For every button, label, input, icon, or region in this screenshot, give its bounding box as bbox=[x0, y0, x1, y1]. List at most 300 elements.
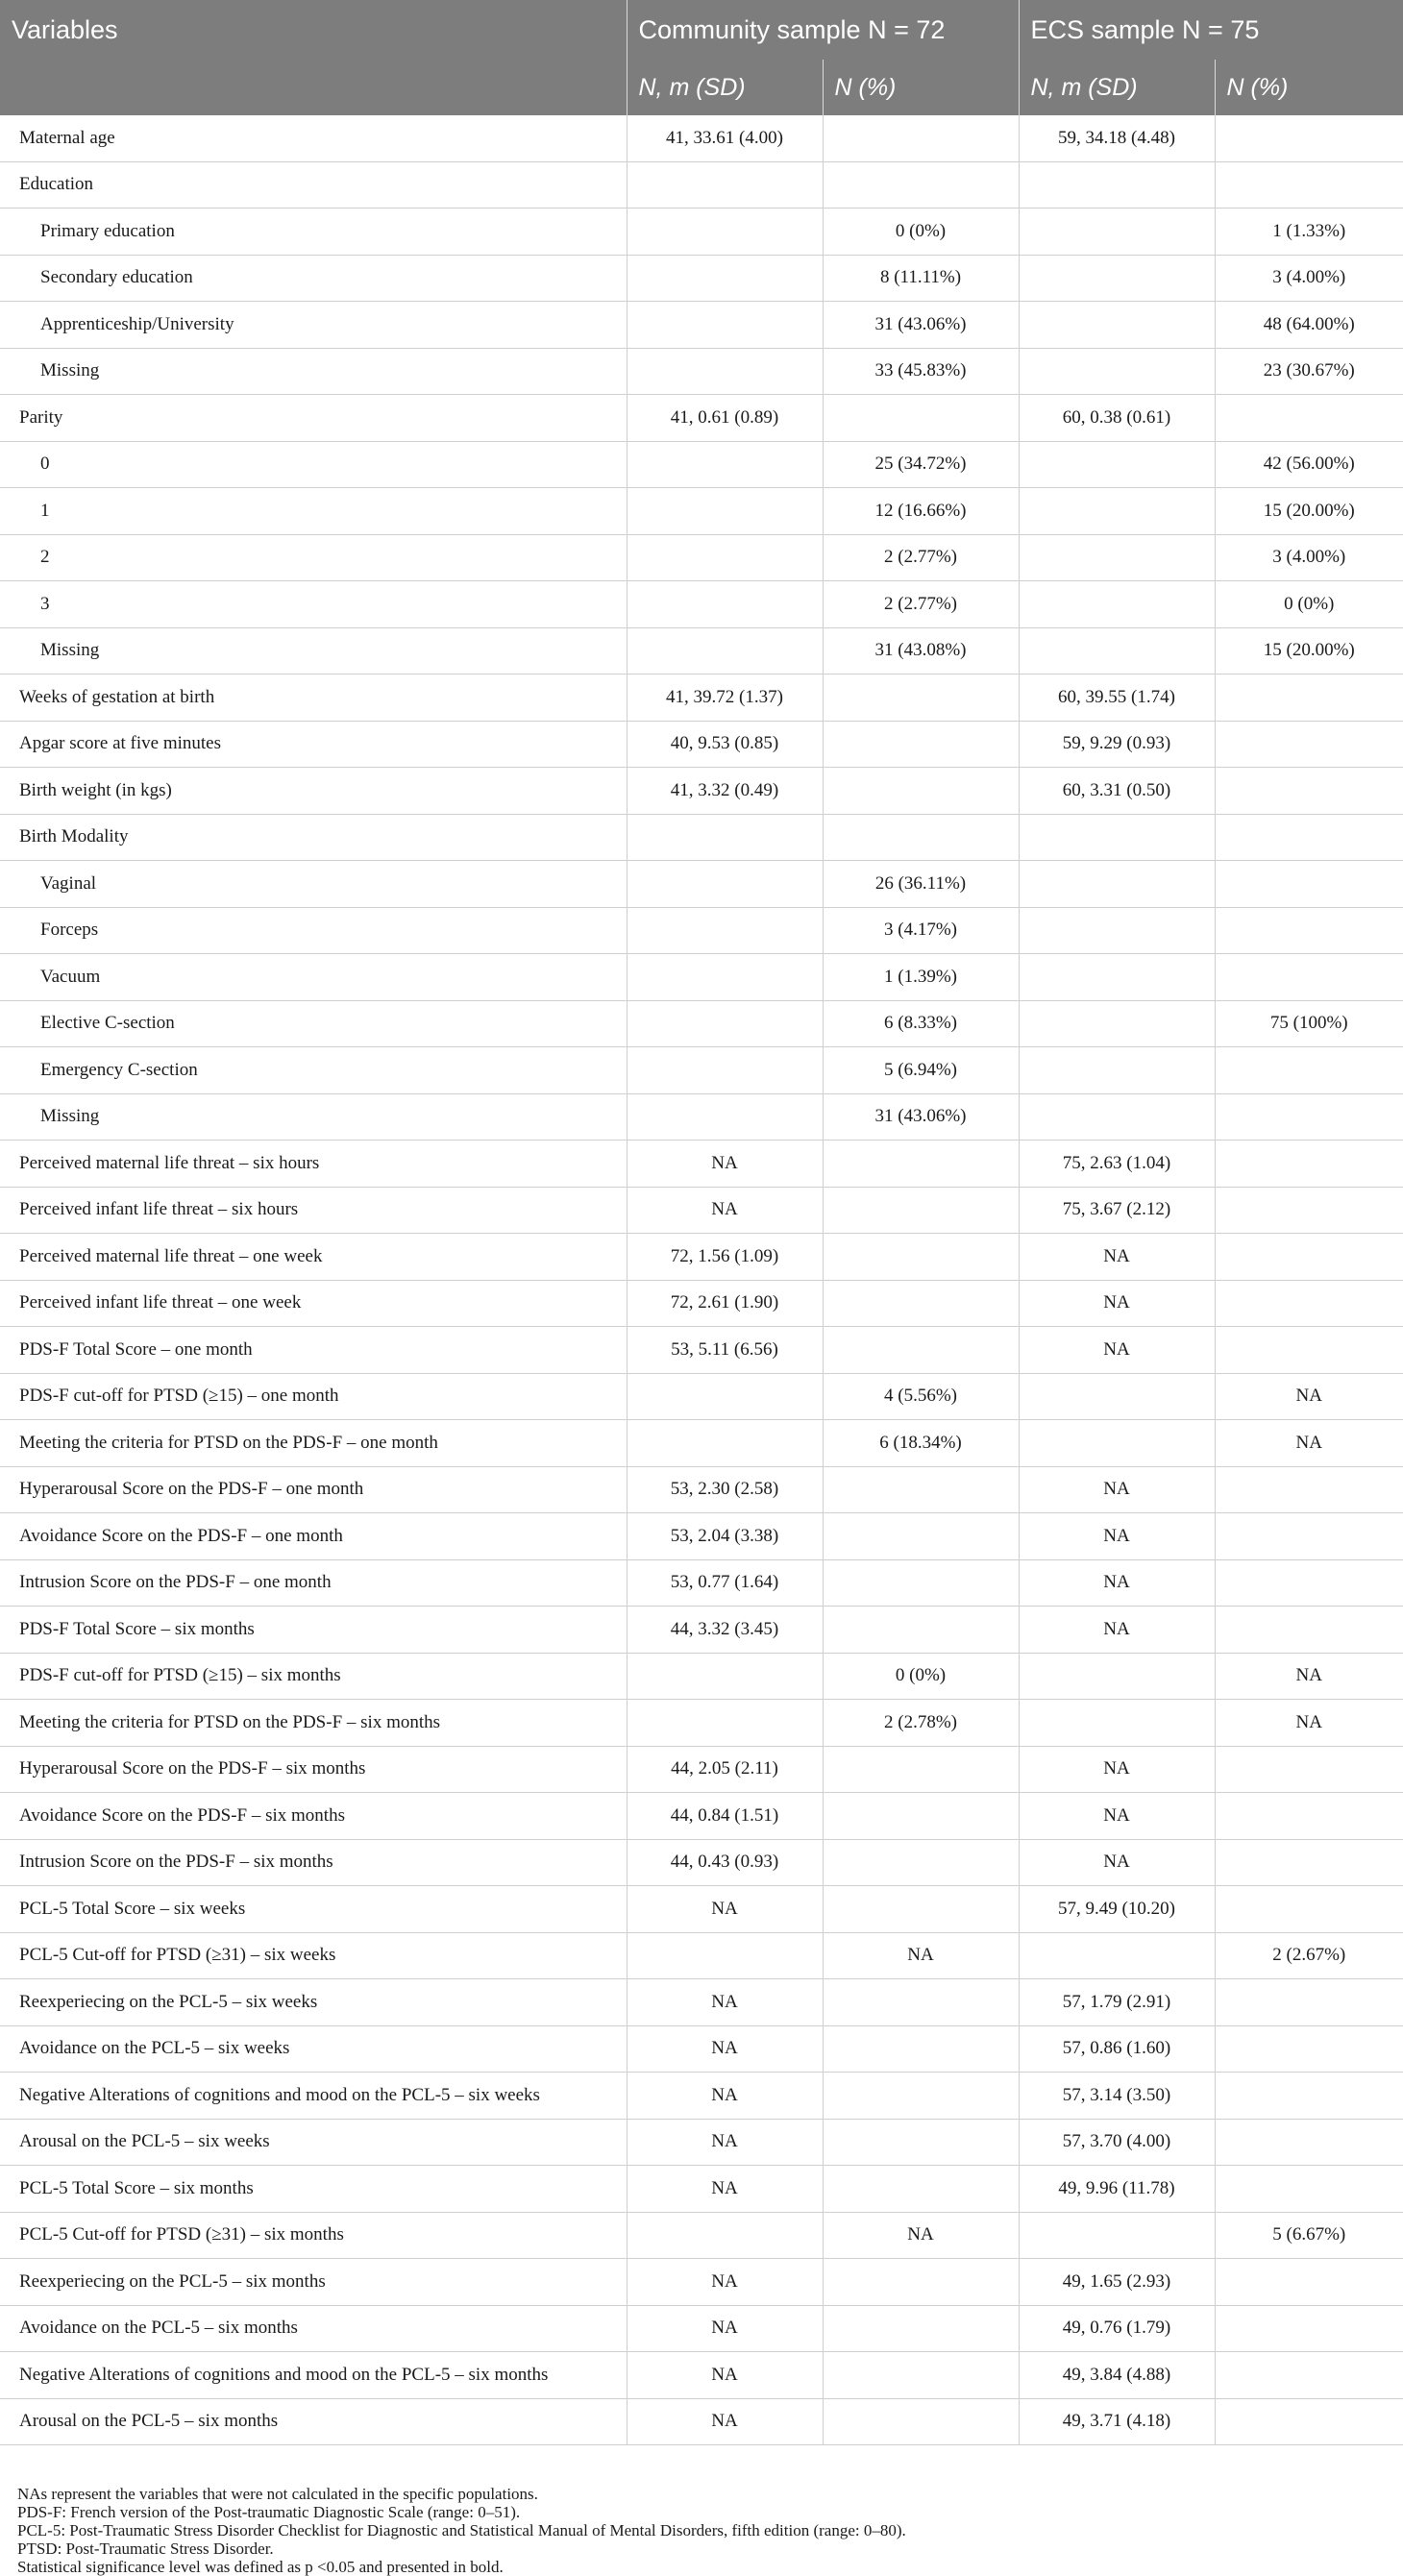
cell-community-n-m-sd: 44, 3.32 (3.45) bbox=[627, 1607, 823, 1654]
row-label: PCL-5 Cut-off for PTSD (≥31) – six months bbox=[0, 2212, 627, 2259]
row-label: Arousal on the PCL-5 – six months bbox=[0, 2398, 627, 2445]
cell-community-n-m-sd bbox=[627, 534, 823, 581]
row-label: Education bbox=[0, 161, 627, 209]
cell-ecs-n-pct bbox=[1215, 954, 1403, 1001]
cell-community-n-m-sd bbox=[627, 1420, 823, 1467]
table-row bbox=[0, 2398, 1403, 2445]
row-label: Vacuum bbox=[0, 954, 627, 1001]
table-row bbox=[0, 161, 1403, 209]
cell-ecs-n-pct bbox=[1215, 2305, 1403, 2352]
row-label: 1 bbox=[0, 488, 627, 535]
cell-community-n-m-sd: 44, 2.05 (2.11) bbox=[627, 1746, 823, 1793]
cell-community-n-pct bbox=[823, 2398, 1019, 2445]
table-row bbox=[0, 1886, 1403, 1933]
header-ecs-sample: ECS sample N = 75 bbox=[1019, 0, 1403, 60]
cell-community-n-pct: 1 (1.39%) bbox=[823, 954, 1019, 1001]
cell-community-n-m-sd bbox=[627, 861, 823, 908]
row-label: Perceived maternal life threat – one week bbox=[0, 1234, 627, 1281]
cell-community-n-pct: 2 (2.77%) bbox=[823, 534, 1019, 581]
cell-ecs-n-m-sd bbox=[1019, 1700, 1215, 1747]
cell-ecs-n-pct: 3 (4.00%) bbox=[1215, 534, 1403, 581]
table-row bbox=[0, 1932, 1403, 1979]
cell-ecs-n-pct bbox=[1215, 2166, 1403, 2213]
cell-community-n-pct bbox=[823, 1886, 1019, 1933]
row-label: Negative Alterations of cognitions and mood on the PCL-5 – six weeks bbox=[0, 2073, 627, 2120]
cell-ecs-n-pct: NA bbox=[1215, 1653, 1403, 1700]
row-label: Weeks of gestation at birth bbox=[0, 675, 627, 722]
cell-community-n-pct bbox=[823, 1466, 1019, 1513]
row-label: Perceived infant life threat – six hours bbox=[0, 1187, 627, 1234]
row-label: Avoidance Score on the PDS-F – six months bbox=[0, 1793, 627, 1840]
table-row bbox=[0, 861, 1403, 908]
cell-community-n-m-sd bbox=[627, 907, 823, 954]
cell-ecs-n-m-sd bbox=[1019, 441, 1215, 488]
cell-community-n-m-sd: NA bbox=[627, 1886, 823, 1933]
cell-community-n-pct bbox=[823, 1187, 1019, 1234]
cell-ecs-n-m-sd bbox=[1019, 1047, 1215, 1094]
table-row bbox=[0, 954, 1403, 1001]
row-label: Apprenticeship/University bbox=[0, 302, 627, 349]
cell-community-n-pct: 8 (11.11%) bbox=[823, 255, 1019, 302]
cell-ecs-n-pct bbox=[1215, 161, 1403, 209]
row-label: Meeting the criteria for PTSD on the PDS-F – six months bbox=[0, 1700, 627, 1747]
cell-ecs-n-pct bbox=[1215, 115, 1403, 161]
row-label: PCL-5 Cut-off for PTSD (≥31) – six weeks bbox=[0, 1932, 627, 1979]
cell-community-n-m-sd: 72, 1.56 (1.09) bbox=[627, 1234, 823, 1281]
cell-community-n-pct: 4 (5.56%) bbox=[823, 1373, 1019, 1420]
row-label: Birth weight (in kgs) bbox=[0, 768, 627, 815]
cell-community-n-pct bbox=[823, 161, 1019, 209]
cell-community-n-m-sd: NA bbox=[627, 1979, 823, 2026]
table-row bbox=[0, 2259, 1403, 2306]
table-row bbox=[0, 1000, 1403, 1047]
cell-community-n-pct: 0 (0%) bbox=[823, 1653, 1019, 1700]
cell-ecs-n-pct bbox=[1215, 721, 1403, 768]
cell-community-n-m-sd: 53, 2.30 (2.58) bbox=[627, 1466, 823, 1513]
cell-ecs-n-pct: 3 (4.00%) bbox=[1215, 255, 1403, 302]
cell-community-n-m-sd: NA bbox=[627, 2305, 823, 2352]
cell-community-n-pct bbox=[823, 2025, 1019, 2073]
table-row bbox=[0, 255, 1403, 302]
table-row bbox=[0, 1373, 1403, 1420]
cell-community-n-m-sd: NA bbox=[627, 2398, 823, 2445]
header-ecs-n-m-sd: N, m (SD) bbox=[1019, 60, 1215, 115]
cell-community-n-m-sd bbox=[627, 1047, 823, 1094]
cell-ecs-n-pct bbox=[1215, 1886, 1403, 1933]
cell-ecs-n-m-sd: 49, 3.84 (4.88) bbox=[1019, 2352, 1215, 2399]
cell-ecs-n-pct bbox=[1215, 1513, 1403, 1560]
row-label: Primary education bbox=[0, 209, 627, 256]
cell-ecs-n-m-sd: 57, 1.79 (2.91) bbox=[1019, 1979, 1215, 2026]
cell-ecs-n-pct: 0 (0%) bbox=[1215, 581, 1403, 628]
cell-ecs-n-m-sd bbox=[1019, 1000, 1215, 1047]
cell-ecs-n-pct bbox=[1215, 861, 1403, 908]
cell-ecs-n-m-sd: 59, 9.29 (0.93) bbox=[1019, 721, 1215, 768]
table-row bbox=[0, 1093, 1403, 1141]
cell-ecs-n-m-sd bbox=[1019, 581, 1215, 628]
table-row bbox=[0, 1793, 1403, 1840]
cell-ecs-n-m-sd: NA bbox=[1019, 1793, 1215, 1840]
cell-ecs-n-m-sd: NA bbox=[1019, 1234, 1215, 1281]
cell-ecs-n-m-sd bbox=[1019, 161, 1215, 209]
cell-ecs-n-pct bbox=[1215, 1793, 1403, 1840]
row-label: Reexperiecing on the PCL-5 – six weeks bbox=[0, 1979, 627, 2026]
cell-ecs-n-m-sd bbox=[1019, 209, 1215, 256]
cell-ecs-n-m-sd: NA bbox=[1019, 1607, 1215, 1654]
header-community-n-m-sd: N, m (SD) bbox=[627, 60, 823, 115]
cell-ecs-n-pct bbox=[1215, 1047, 1403, 1094]
row-label: Parity bbox=[0, 395, 627, 442]
header-community-sample: Community sample N = 72 bbox=[627, 0, 1019, 60]
cell-community-n-m-sd bbox=[627, 255, 823, 302]
cell-community-n-pct bbox=[823, 2352, 1019, 2399]
cell-ecs-n-pct bbox=[1215, 2025, 1403, 2073]
cell-ecs-n-pct bbox=[1215, 1280, 1403, 1327]
cell-community-n-m-sd bbox=[627, 1000, 823, 1047]
cell-ecs-n-m-sd bbox=[1019, 814, 1215, 861]
cell-community-n-m-sd bbox=[627, 302, 823, 349]
cell-community-n-m-sd bbox=[627, 814, 823, 861]
cell-ecs-n-m-sd bbox=[1019, 954, 1215, 1001]
row-label: Arousal on the PCL-5 – six weeks bbox=[0, 2119, 627, 2166]
cell-ecs-n-pct bbox=[1215, 1327, 1403, 1374]
cell-community-n-m-sd bbox=[627, 209, 823, 256]
row-label: PDS-F Total Score – six months bbox=[0, 1607, 627, 1654]
cell-ecs-n-m-sd bbox=[1019, 488, 1215, 535]
cell-ecs-n-pct bbox=[1215, 907, 1403, 954]
cell-community-n-m-sd: NA bbox=[627, 2259, 823, 2306]
table-row bbox=[0, 488, 1403, 535]
table-body bbox=[0, 115, 1403, 2445]
cell-community-n-pct bbox=[823, 1513, 1019, 1560]
cell-community-n-pct bbox=[823, 721, 1019, 768]
cell-community-n-pct bbox=[823, 1141, 1019, 1188]
cell-community-n-m-sd: 41, 39.72 (1.37) bbox=[627, 675, 823, 722]
cell-ecs-n-m-sd: NA bbox=[1019, 1327, 1215, 1374]
row-label: Missing bbox=[0, 348, 627, 395]
header-ecs-n-pct: N (%) bbox=[1215, 60, 1403, 115]
cell-community-n-pct: 31 (43.06%) bbox=[823, 302, 1019, 349]
table-row bbox=[0, 209, 1403, 256]
row-label: PDS-F cut-off for PTSD (≥15) – one month bbox=[0, 1373, 627, 1420]
cell-ecs-n-pct: NA bbox=[1215, 1373, 1403, 1420]
cell-community-n-m-sd: NA bbox=[627, 2073, 823, 2120]
table-row bbox=[0, 1700, 1403, 1747]
cell-ecs-n-pct: NA bbox=[1215, 1700, 1403, 1747]
cell-community-n-m-sd: NA bbox=[627, 2025, 823, 2073]
cell-ecs-n-m-sd: NA bbox=[1019, 1839, 1215, 1886]
table-row bbox=[0, 721, 1403, 768]
table-row bbox=[0, 1280, 1403, 1327]
cell-community-n-pct bbox=[823, 768, 1019, 815]
cell-ecs-n-m-sd bbox=[1019, 1932, 1215, 1979]
row-label: Hyperarousal Score on the PDS-F – six months bbox=[0, 1746, 627, 1793]
row-label: 2 bbox=[0, 534, 627, 581]
row-label: Birth Modality bbox=[0, 814, 627, 861]
row-label: Missing bbox=[0, 1093, 627, 1141]
cell-community-n-pct: 5 (6.94%) bbox=[823, 1047, 1019, 1094]
cell-ecs-n-m-sd bbox=[1019, 255, 1215, 302]
cell-community-n-pct: NA bbox=[823, 2212, 1019, 2259]
cell-community-n-m-sd: 53, 5.11 (6.56) bbox=[627, 1327, 823, 1374]
cell-ecs-n-pct: 5 (6.67%) bbox=[1215, 2212, 1403, 2259]
cell-ecs-n-pct bbox=[1215, 1746, 1403, 1793]
table-row bbox=[0, 675, 1403, 722]
cell-community-n-m-sd bbox=[627, 1653, 823, 1700]
cell-ecs-n-pct bbox=[1215, 768, 1403, 815]
table-row bbox=[0, 534, 1403, 581]
row-label: Meeting the criteria for PTSD on the PDS-F – one month bbox=[0, 1420, 627, 1467]
cell-community-n-pct: 31 (43.08%) bbox=[823, 627, 1019, 675]
cell-ecs-n-m-sd bbox=[1019, 1653, 1215, 1700]
row-label: Missing bbox=[0, 627, 627, 675]
cell-ecs-n-pct bbox=[1215, 1979, 1403, 2026]
cell-ecs-n-m-sd: 57, 3.70 (4.00) bbox=[1019, 2119, 1215, 2166]
cell-ecs-n-m-sd bbox=[1019, 302, 1215, 349]
table-row bbox=[0, 441, 1403, 488]
cell-community-n-pct: 6 (8.33%) bbox=[823, 1000, 1019, 1047]
cell-ecs-n-pct bbox=[1215, 2259, 1403, 2306]
table-row bbox=[0, 581, 1403, 628]
table-row bbox=[0, 2025, 1403, 2073]
row-label: Intrusion Score on the PDS-F – six months bbox=[0, 1839, 627, 1886]
table-row bbox=[0, 2352, 1403, 2399]
table-row bbox=[0, 302, 1403, 349]
cell-ecs-n-pct bbox=[1215, 1093, 1403, 1141]
cell-community-n-m-sd: 44, 0.84 (1.51) bbox=[627, 1793, 823, 1840]
cell-community-n-pct bbox=[823, 1234, 1019, 1281]
cell-ecs-n-m-sd: 49, 9.96 (11.78) bbox=[1019, 2166, 1215, 2213]
cell-ecs-n-pct bbox=[1215, 2352, 1403, 2399]
header-row-subcolumns bbox=[0, 60, 1403, 115]
row-label: PCL-5 Total Score – six weeks bbox=[0, 1886, 627, 1933]
table-row bbox=[0, 2166, 1403, 2213]
header-row-groups bbox=[0, 0, 1403, 60]
table-row bbox=[0, 1187, 1403, 1234]
footnote: Statistical significance level was defined as p <0.05 and presented in bold. bbox=[17, 2558, 504, 2576]
table-row bbox=[0, 1653, 1403, 1700]
cell-ecs-n-m-sd bbox=[1019, 861, 1215, 908]
cell-ecs-n-m-sd: 57, 9.49 (10.20) bbox=[1019, 1886, 1215, 1933]
table-row bbox=[0, 627, 1403, 675]
table-header bbox=[0, 0, 1403, 115]
cell-community-n-pct bbox=[823, 814, 1019, 861]
cell-ecs-n-m-sd bbox=[1019, 2212, 1215, 2259]
cell-community-n-pct bbox=[823, 1559, 1019, 1607]
cell-ecs-n-pct bbox=[1215, 1607, 1403, 1654]
cell-community-n-m-sd bbox=[627, 1373, 823, 1420]
header-blank bbox=[0, 60, 627, 115]
cell-community-n-m-sd bbox=[627, 1093, 823, 1141]
cell-community-n-pct bbox=[823, 2259, 1019, 2306]
cell-community-n-pct: 0 (0%) bbox=[823, 209, 1019, 256]
cell-ecs-n-pct: 75 (100%) bbox=[1215, 1000, 1403, 1047]
row-label: Perceived infant life threat – one week bbox=[0, 1280, 627, 1327]
cell-ecs-n-pct: 48 (64.00%) bbox=[1215, 302, 1403, 349]
cell-ecs-n-pct: 1 (1.33%) bbox=[1215, 209, 1403, 256]
cell-ecs-n-pct bbox=[1215, 1839, 1403, 1886]
cell-community-n-m-sd bbox=[627, 1700, 823, 1747]
cell-ecs-n-pct: 15 (20.00%) bbox=[1215, 627, 1403, 675]
cell-community-n-pct bbox=[823, 115, 1019, 161]
cell-community-n-pct bbox=[823, 1280, 1019, 1327]
cell-community-n-pct bbox=[823, 2305, 1019, 2352]
table-row bbox=[0, 395, 1403, 442]
table-footnotes bbox=[17, 2485, 1382, 2576]
row-label: Perceived maternal life threat – six hours bbox=[0, 1141, 627, 1188]
table-row bbox=[0, 348, 1403, 395]
cell-ecs-n-m-sd bbox=[1019, 534, 1215, 581]
table-row bbox=[0, 1047, 1403, 1094]
cell-community-n-pct: 2 (2.77%) bbox=[823, 581, 1019, 628]
row-label: Vaginal bbox=[0, 861, 627, 908]
cell-ecs-n-m-sd: 49, 3.71 (4.18) bbox=[1019, 2398, 1215, 2445]
row-label: PDS-F Total Score – one month bbox=[0, 1327, 627, 1374]
row-label: Elective C-section bbox=[0, 1000, 627, 1047]
cell-community-n-m-sd bbox=[627, 954, 823, 1001]
cell-ecs-n-m-sd: NA bbox=[1019, 1513, 1215, 1560]
cell-community-n-m-sd: NA bbox=[627, 1141, 823, 1188]
cell-ecs-n-m-sd: 57, 0.86 (1.60) bbox=[1019, 2025, 1215, 2073]
footnote: NAs represent the variables that were not calculated in the specific populations. bbox=[17, 2485, 538, 2503]
cell-community-n-m-sd: 44, 0.43 (0.93) bbox=[627, 1839, 823, 1886]
cell-community-n-pct bbox=[823, 2119, 1019, 2166]
cell-community-n-m-sd: NA bbox=[627, 1187, 823, 1234]
cell-community-n-m-sd: 41, 33.61 (4.00) bbox=[627, 115, 823, 161]
table-row bbox=[0, 1141, 1403, 1188]
row-label: Hyperarousal Score on the PDS-F – one month bbox=[0, 1466, 627, 1513]
header-community-n-pct: N (%) bbox=[823, 60, 1019, 115]
cell-ecs-n-pct: NA bbox=[1215, 1420, 1403, 1467]
cell-community-n-m-sd: NA bbox=[627, 2352, 823, 2399]
cell-ecs-n-m-sd bbox=[1019, 348, 1215, 395]
cell-ecs-n-m-sd bbox=[1019, 1373, 1215, 1420]
cell-ecs-n-pct: 2 (2.67%) bbox=[1215, 1932, 1403, 1979]
table-row bbox=[0, 1839, 1403, 1886]
table-row bbox=[0, 1979, 1403, 2026]
footnote: PTSD: Post-Traumatic Stress Disorder. bbox=[17, 2539, 274, 2558]
cell-ecs-n-m-sd: 75, 2.63 (1.04) bbox=[1019, 1141, 1215, 1188]
table-row bbox=[0, 814, 1403, 861]
row-label: PDS-F cut-off for PTSD (≥15) – six months bbox=[0, 1653, 627, 1700]
cell-community-n-m-sd: 72, 2.61 (1.90) bbox=[627, 1280, 823, 1327]
cell-ecs-n-pct: 23 (30.67%) bbox=[1215, 348, 1403, 395]
cell-ecs-n-m-sd: 75, 3.67 (2.12) bbox=[1019, 1187, 1215, 1234]
row-label: 3 bbox=[0, 581, 627, 628]
cell-ecs-n-pct bbox=[1215, 2398, 1403, 2445]
cell-ecs-n-m-sd: 49, 0.76 (1.79) bbox=[1019, 2305, 1215, 2352]
table-row bbox=[0, 2212, 1403, 2259]
cell-ecs-n-m-sd: NA bbox=[1019, 1559, 1215, 1607]
cell-community-n-m-sd bbox=[627, 627, 823, 675]
cell-community-n-m-sd bbox=[627, 161, 823, 209]
cell-community-n-m-sd bbox=[627, 1932, 823, 1979]
cell-community-n-pct bbox=[823, 1839, 1019, 1886]
cell-community-n-m-sd: 41, 3.32 (0.49) bbox=[627, 768, 823, 815]
cell-ecs-n-pct: 42 (56.00%) bbox=[1215, 441, 1403, 488]
cell-ecs-n-m-sd: 59, 34.18 (4.48) bbox=[1019, 115, 1215, 161]
row-label: Secondary education bbox=[0, 255, 627, 302]
table-row bbox=[0, 1513, 1403, 1560]
table-row bbox=[0, 1466, 1403, 1513]
cell-community-n-m-sd bbox=[627, 348, 823, 395]
table-row bbox=[0, 1420, 1403, 1467]
footnote: PDS-F: French version of the Post-traumatic Diagnostic Scale (range: 0–51). bbox=[17, 2503, 521, 2521]
cell-ecs-n-pct bbox=[1215, 675, 1403, 722]
cell-ecs-n-pct bbox=[1215, 1466, 1403, 1513]
cell-community-n-pct: NA bbox=[823, 1932, 1019, 1979]
cell-community-n-pct: 31 (43.06%) bbox=[823, 1093, 1019, 1141]
table-row bbox=[0, 1327, 1403, 1374]
cell-community-n-pct: 26 (36.11%) bbox=[823, 861, 1019, 908]
table-row bbox=[0, 2073, 1403, 2120]
header-variables: Variables bbox=[0, 0, 627, 60]
cell-community-n-pct bbox=[823, 2073, 1019, 2120]
cell-community-n-m-sd bbox=[627, 488, 823, 535]
cell-community-n-pct bbox=[823, 1793, 1019, 1840]
cell-ecs-n-m-sd bbox=[1019, 1093, 1215, 1141]
cell-ecs-n-pct bbox=[1215, 2073, 1403, 2120]
cell-community-n-m-sd: 41, 0.61 (0.89) bbox=[627, 395, 823, 442]
cell-ecs-n-m-sd: 57, 3.14 (3.50) bbox=[1019, 2073, 1215, 2120]
cell-ecs-n-pct bbox=[1215, 395, 1403, 442]
row-label: Emergency C-section bbox=[0, 1047, 627, 1094]
table-row bbox=[0, 2305, 1403, 2352]
cell-community-n-m-sd bbox=[627, 581, 823, 628]
table-row bbox=[0, 768, 1403, 815]
cell-ecs-n-m-sd bbox=[1019, 1420, 1215, 1467]
cell-community-n-pct bbox=[823, 1607, 1019, 1654]
cell-community-n-pct bbox=[823, 1327, 1019, 1374]
cell-community-n-pct bbox=[823, 1979, 1019, 2026]
row-label: Forceps bbox=[0, 907, 627, 954]
row-label: Intrusion Score on the PDS-F – one month bbox=[0, 1559, 627, 1607]
cell-community-n-pct: 6 (18.34%) bbox=[823, 1420, 1019, 1467]
cell-community-n-pct: 25 (34.72%) bbox=[823, 441, 1019, 488]
table-row bbox=[0, 1234, 1403, 1281]
table-row bbox=[0, 2119, 1403, 2166]
row-label: Apgar score at five minutes bbox=[0, 721, 627, 768]
cell-community-n-pct bbox=[823, 395, 1019, 442]
cell-ecs-n-pct bbox=[1215, 2119, 1403, 2166]
cell-community-n-m-sd: 53, 2.04 (3.38) bbox=[627, 1513, 823, 1560]
cell-ecs-n-pct: 15 (20.00%) bbox=[1215, 488, 1403, 535]
cell-ecs-n-m-sd: NA bbox=[1019, 1466, 1215, 1513]
cell-ecs-n-m-sd: 60, 0.38 (0.61) bbox=[1019, 395, 1215, 442]
cell-ecs-n-m-sd: 60, 3.31 (0.50) bbox=[1019, 768, 1215, 815]
cell-community-n-m-sd: 40, 9.53 (0.85) bbox=[627, 721, 823, 768]
cell-community-n-pct: 3 (4.17%) bbox=[823, 907, 1019, 954]
row-label: Avoidance Score on the PDS-F – one month bbox=[0, 1513, 627, 1560]
cell-ecs-n-m-sd bbox=[1019, 907, 1215, 954]
cell-community-n-pct: 33 (45.83%) bbox=[823, 348, 1019, 395]
cell-ecs-n-m-sd: NA bbox=[1019, 1746, 1215, 1793]
cell-community-n-pct: 2 (2.78%) bbox=[823, 1700, 1019, 1747]
cell-ecs-n-pct bbox=[1215, 814, 1403, 861]
row-label: PCL-5 Total Score – six months bbox=[0, 2166, 627, 2213]
table-row bbox=[0, 115, 1403, 161]
row-label: Reexperiecing on the PCL-5 – six months bbox=[0, 2259, 627, 2306]
footnote: PCL-5: Post-Traumatic Stress Disorder Checklist for Diagnostic and Statistical Manual of Mental Disorders, fifth edition (range: 0–80). bbox=[17, 2521, 906, 2539]
table-row bbox=[0, 1746, 1403, 1793]
row-label: Avoidance on the PCL-5 – six months bbox=[0, 2305, 627, 2352]
cell-community-n-pct bbox=[823, 1746, 1019, 1793]
cell-community-n-pct: 12 (16.66%) bbox=[823, 488, 1019, 535]
cell-ecs-n-pct bbox=[1215, 1234, 1403, 1281]
cell-community-n-m-sd: 53, 0.77 (1.64) bbox=[627, 1559, 823, 1607]
cell-ecs-n-m-sd: NA bbox=[1019, 1280, 1215, 1327]
row-label: Avoidance on the PCL-5 – six weeks bbox=[0, 2025, 627, 2073]
